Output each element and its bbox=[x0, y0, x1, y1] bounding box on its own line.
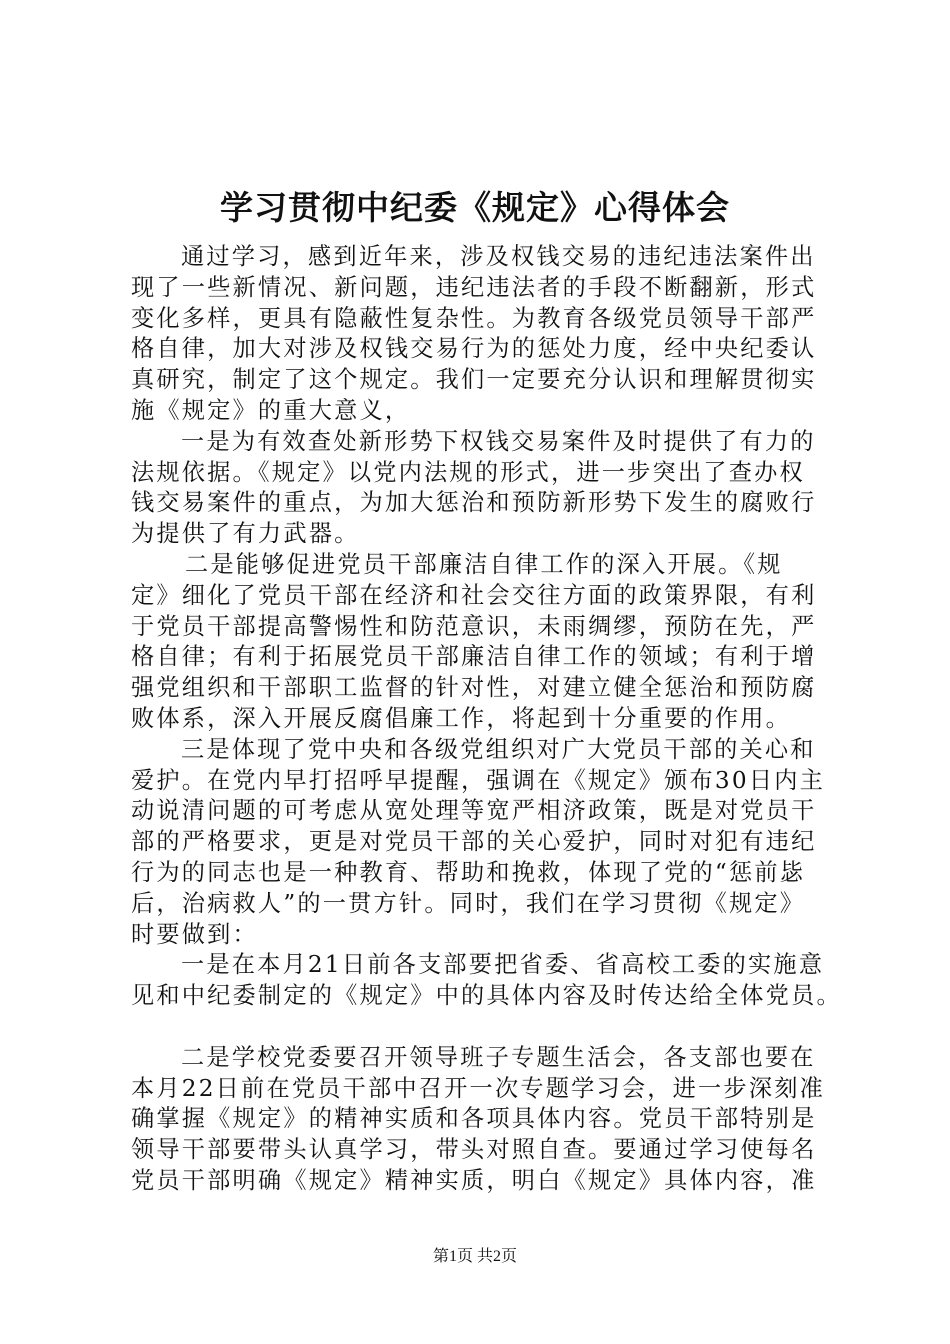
body-line: 一是为有效查处新形势下权钱交易案件及时提供了有力的 bbox=[181, 427, 816, 455]
body-line: 格自律；有利于拓展党员干部廉洁自律工作的领域；有利于增 bbox=[131, 643, 817, 671]
body-line: 确掌握《规定》的精神实质和各项具体内容。党员干部特别是 bbox=[131, 1105, 817, 1133]
body-line: 行为的同志也是一种教育、帮助和挽救，体现了党的“惩前毖 bbox=[131, 858, 806, 886]
body-line: 一是在本月21日前各支部要把省委、省高校工委的实施意 bbox=[181, 951, 825, 979]
body-line: 败体系，深入开展反腐倡廉工作，将起到十分重要的作用。 bbox=[131, 704, 792, 732]
body-line: 施《规定》的重大意义， bbox=[131, 396, 411, 424]
body-line: 二是能够促进党员干部廉洁自律工作的深入开展。《规 bbox=[185, 550, 783, 578]
body-line: 后，治病救人”的一贯方针。同时，我们在学习贯彻《规定》 bbox=[131, 889, 806, 917]
paragraph-gap bbox=[131, 1012, 831, 1043]
body-line: 现了一些新情况、新问题，违纪违法者的手段不断翻新，形式 bbox=[131, 273, 817, 301]
body-line: 格自律，加大对涉及权钱交易行为的惩处力度，经中央纪委认 bbox=[131, 335, 817, 363]
body-line: 动说清问题的可考虑从宽处理等宽严相济政策，既是对党员干 bbox=[131, 797, 817, 825]
body-line: 爱护。在党内早打招呼早提醒，强调在《规定》颁布30日内主 bbox=[131, 766, 825, 794]
body-line: 为提供了有力武器。 bbox=[131, 520, 360, 548]
body-line: 部的严格要求，更是对党员干部的关心爱护，同时对犯有违纪 bbox=[131, 828, 817, 856]
body-line: 于党员干部提高警惕性和防范意识，未雨绸缪，预防在先，严 bbox=[131, 612, 817, 640]
page-footer: 第1页 共2页 bbox=[432, 1248, 517, 1265]
body-line: 真研究，制定了这个规定。我们一定要充分认识和理解贯彻实 bbox=[131, 366, 817, 394]
body-line: 三是体现了党中央和各级党组织对广大党员干部的关心和 bbox=[181, 735, 816, 763]
body-line: 党员干部明确《规定》精神实质，明白《规定》具体内容，准 bbox=[131, 1166, 817, 1194]
body-line: 通过学习，感到近年来，涉及权钱交易的违纪违法案件出 bbox=[181, 243, 816, 270]
body-line: 领导干部要带头认真学习，带头对照自查。要通过学习使每名 bbox=[131, 1136, 817, 1164]
body-line: 见和中纪委制定的《规定》中的具体内容及时传达给全体党员。 bbox=[131, 982, 842, 1010]
body-line: 强党组织和干部职工监督的针对性，对建立健全惩治和预防腐 bbox=[131, 674, 817, 702]
body-line: 本月22日前在党员干部中召开一次专题学习会，进一步深刻准 bbox=[131, 1074, 825, 1102]
body-line: 时要做到： bbox=[131, 920, 258, 948]
body-line: 钱交易案件的重点，为加大惩治和预防新形势下发生的腐败行 bbox=[131, 489, 817, 517]
body-line: 定》细化了党员干部在经济和社会交往方面的政策界限，有利 bbox=[131, 581, 817, 609]
body-line: 法规依据。《规定》以党内法规的形式，进一步突出了查办权 bbox=[131, 458, 805, 486]
body-line: 二是学校党委要召开领导班子专题生活会，各支部也要在 bbox=[181, 1043, 816, 1071]
document-title: 学习贯彻中纪委《规定》心得体会 bbox=[220, 188, 730, 227]
document-body bbox=[131, 242, 842, 1197]
body-line: 变化多样，更具有隐蔽性复杂性。为教育各级党员领导干部严 bbox=[131, 304, 817, 332]
